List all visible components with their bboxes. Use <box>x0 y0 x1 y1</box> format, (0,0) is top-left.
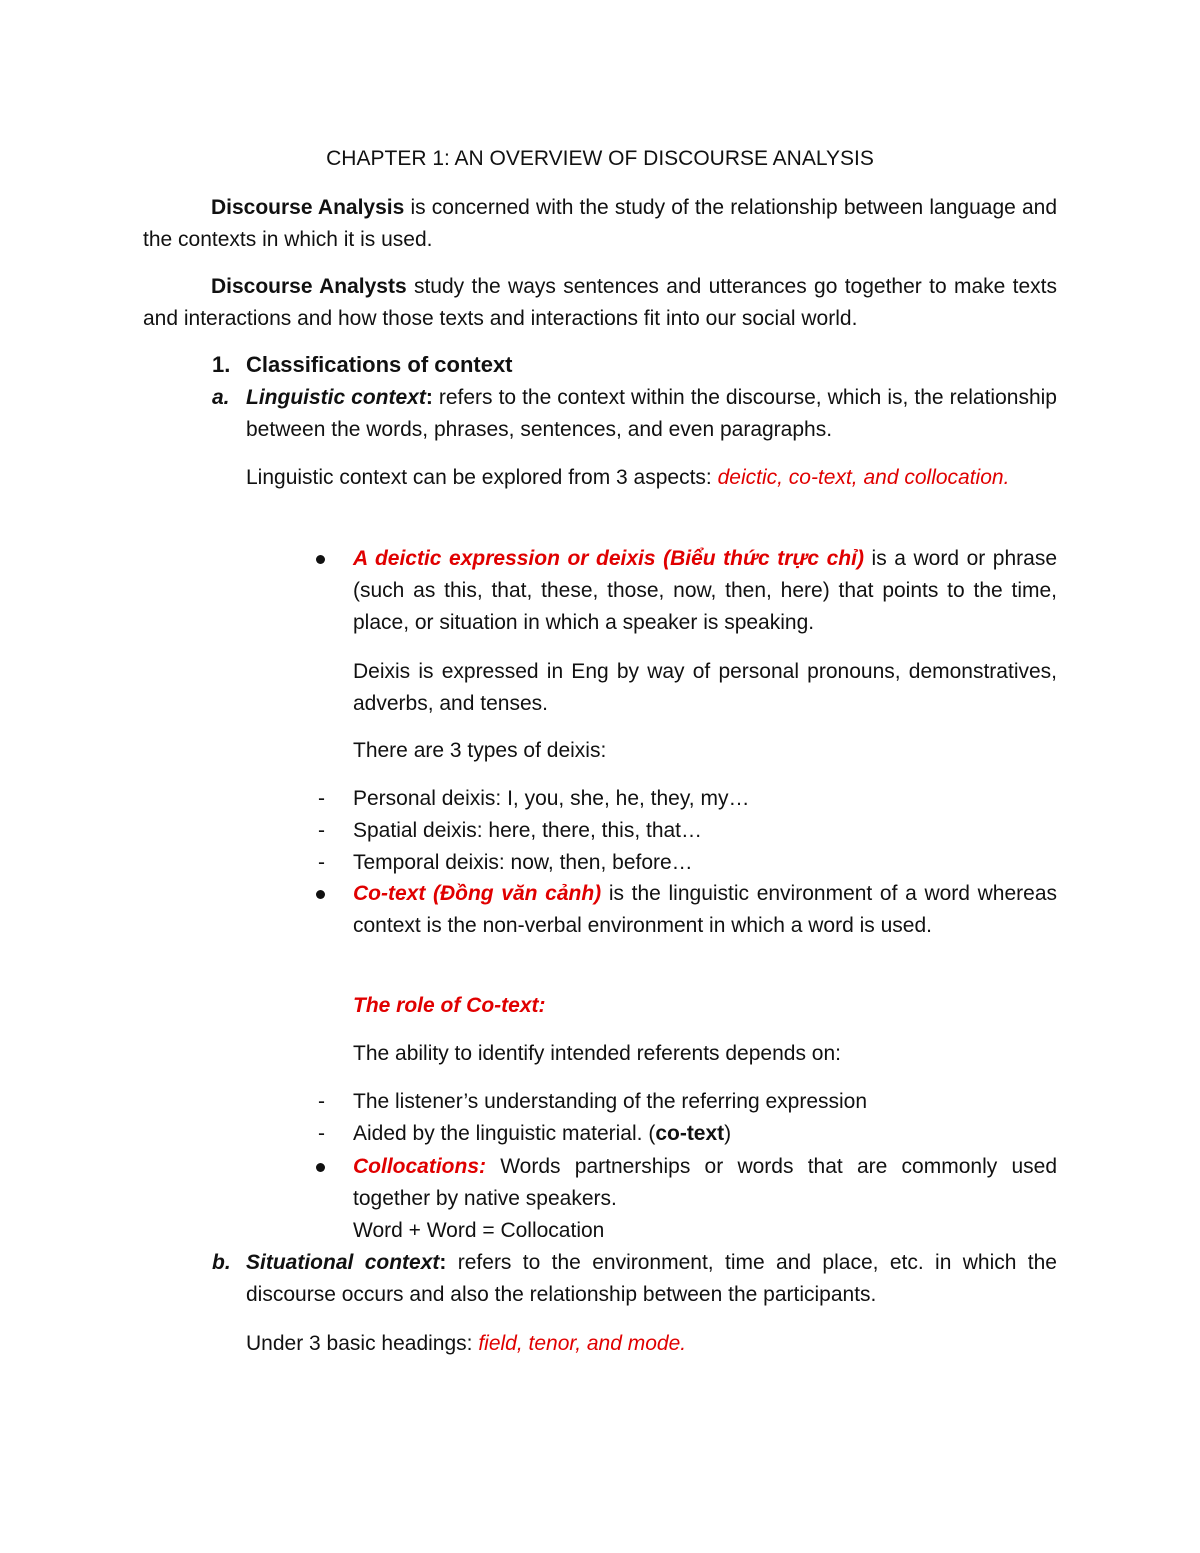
dash-icon: - <box>318 787 325 810</box>
definition-text: refers to the environment, time and place, etc. in which the discourse occurs and also the relationship between the participants. <box>246 1251 1057 1306</box>
dash-item-listener <box>312 1086 1057 1118</box>
dash-icon: - <box>318 1090 325 1113</box>
dash-item-text: Spatial deixis: here, there, this, that… <box>353 819 703 842</box>
bullet-icon <box>316 1163 325 1172</box>
chapter-title: CHAPTER 1: AN OVERVIEW OF DISCOURSE ANALYSIS <box>326 147 874 170</box>
paragraph-linguistic-aspects <box>246 462 1057 494</box>
bullet-icon <box>316 555 325 564</box>
headings-highlight: field, tenor, and mode. <box>478 1332 687 1355</box>
bullet-collocations <box>312 1151 1057 1215</box>
dash-item-personal-deixis <box>312 783 1057 815</box>
list-marker: a. <box>212 386 230 409</box>
term-discourse-analysis: Discourse Analysis <box>211 196 405 219</box>
definition-text: is concerned with the study of the relationship between language and the contexts in which it is used. <box>143 196 1057 251</box>
section-number: 1. <box>212 352 231 377</box>
dash-icon: - <box>318 819 325 842</box>
definition-text: refers to the context within the discourse, which is, the relationship between the words, phrases, sentences, and even paragraphs. <box>246 386 1057 441</box>
dash-item-linguistic-material <box>312 1118 1057 1150</box>
headings-text: Under 3 basic headings: <box>246 1332 479 1355</box>
term-discourse-analysts: Discourse Analysts <box>211 275 407 298</box>
dash-item-text: Temporal deixis: now, then, before… <box>353 851 693 874</box>
list-item-situational-context <box>212 1247 1057 1311</box>
paragraph-discourse-analysis <box>143 192 1057 256</box>
definition-text: is the linguistic environment of a word whereas context is the non-verbal environment in which a word is used. <box>353 882 1057 937</box>
paragraph-deixis-types-intro: There are 3 types of deixis: <box>353 739 607 762</box>
paragraph-basic-headings <box>246 1328 1057 1360</box>
dash-item-spatial-deixis <box>312 815 1057 847</box>
dash-item-text <box>353 1118 1057 1150</box>
aspects-highlight: deictic, co-text, and collocation. <box>717 466 1010 489</box>
dash-icon: - <box>318 851 325 874</box>
list-item-linguistic-context <box>212 382 1057 446</box>
section-title: Classifications of context <box>246 352 513 377</box>
list-marker: b. <box>212 1251 231 1274</box>
dash-text-end: ) <box>724 1122 732 1145</box>
term-cotext: Co-text (Đồng văn cảnh) <box>353 882 602 905</box>
paragraph-deixis-expressed: Deixis is expressed in Eng by way of personal pronouns, demonstratives, adverbs, and tenses. <box>353 660 1057 715</box>
term-situational-context: Situational context <box>246 1251 440 1274</box>
paragraph-referents: The ability to identify intended referents depends on: <box>353 1042 841 1065</box>
term-colon: : <box>425 386 433 409</box>
section-heading <box>212 349 513 381</box>
dash-text: Aided by the linguistic material. ( <box>353 1122 656 1145</box>
bullet-cotext <box>312 878 1057 942</box>
term-collocations: Collocations: <box>353 1155 487 1178</box>
term-deixis: A deictic expression or deixis (Biểu thức trực chỉ) <box>353 547 864 570</box>
bullet-icon <box>316 890 325 899</box>
dash-bold-text: co-text <box>655 1122 725 1145</box>
definition-text: is a word or phrase (such as this, that, these, those, now, then, here) that points to the time, place, or situation in which a speaker is speaking. <box>353 547 1058 634</box>
dash-item-temporal-deixis <box>312 847 1057 879</box>
aspects-text: Linguistic context can be explored from 3 aspects: <box>246 466 718 489</box>
definition-text: study the ways sentences and utterances go together to make texts and interactions and how those texts and interactions fit into our social world. <box>143 275 1057 330</box>
term-linguistic-context: Linguistic context <box>246 386 426 409</box>
dash-item-text: The listener’s understanding of the referring expression <box>353 1090 868 1113</box>
term-colon: : <box>439 1251 447 1274</box>
dash-item-text: Personal deixis: I, you, she, he, they, my… <box>353 787 750 810</box>
dash-icon: - <box>318 1122 325 1145</box>
bullet-deixis <box>312 543 1057 639</box>
paragraph-discourse-analysts <box>143 271 1057 335</box>
definition-text: Words partnerships or words that are commonly used together by native speakers. <box>353 1155 1057 1210</box>
collocation-formula: Word + Word = Collocation <box>353 1219 605 1242</box>
subheading-role-of-cotext: The role of Co-text: <box>353 994 546 1017</box>
